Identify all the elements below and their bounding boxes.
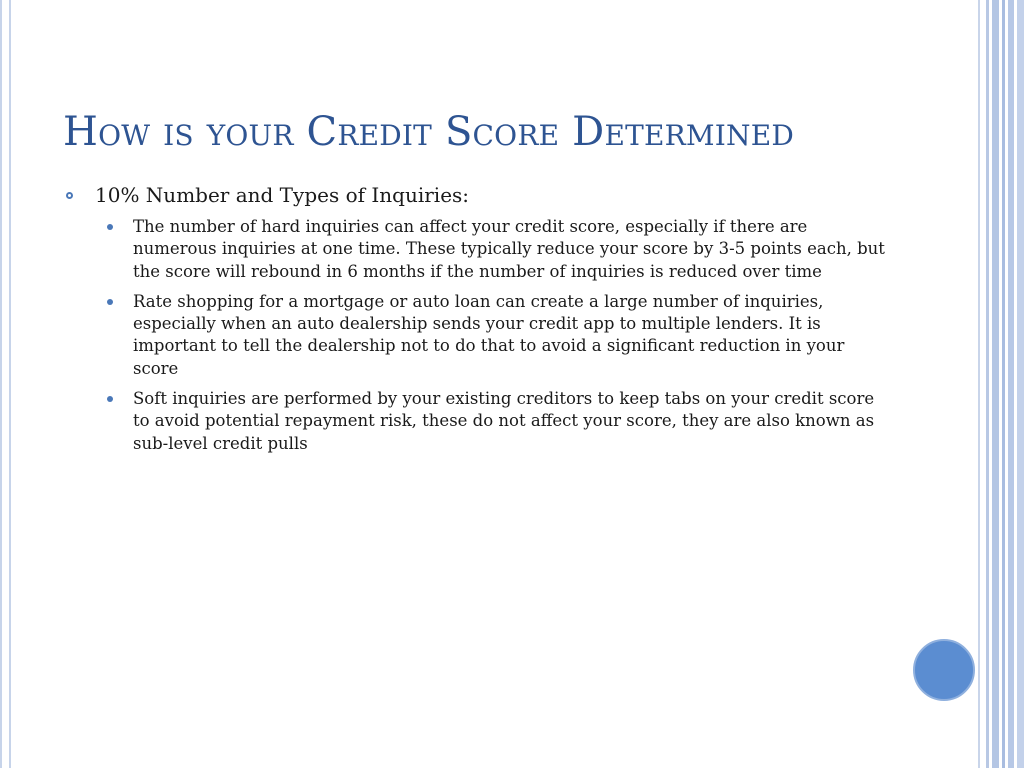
sub-bullet-text: Soft inquiries are performed by your existing creditors to keep tabs on your credit score to avoid potential repayment risk, these do not affect your score, they are also known as sub-level credit pulls: [133, 389, 875, 453]
sub-bullet-item: [66, 216, 893, 283]
sub-bullet-list: [66, 216, 886, 455]
right-border-stripes: [978, 0, 1024, 768]
left-border-line-inner: [9, 0, 11, 768]
dot-bullet-icon: [107, 224, 113, 230]
stripe: [1002, 0, 1005, 768]
sub-bullet-text: Rate shopping for a mortgage or auto loan can create a large number of inquiries, especially when an auto dealership sends your credit app to multiple lenders. It is important to tell the dealership not to do that to avoid a significant reduction in your score: [133, 291, 845, 378]
bullet-text: 10% Number and Types of Inquiries:: [95, 183, 470, 207]
bullet-level-1: [66, 180, 886, 210]
stripe: [978, 0, 980, 768]
ring-bullet-icon: [66, 192, 73, 199]
decorative-circle: [913, 639, 975, 701]
sub-bullet-item: [66, 291, 893, 380]
sub-bullet-item: [66, 388, 893, 455]
stripe: [1008, 0, 1014, 768]
slide-title: How is your Credit Score Determined: [63, 109, 794, 155]
left-border-line: [0, 0, 2, 768]
stripe: [986, 0, 989, 768]
sub-bullet-text: The number of hard inquiries can affect your credit score, especially if there are numerous inquiries at one time. These typically reduce your score by 3-5 points each, but the score will rebound in 6 months if the number of inquiries is reduced over time: [133, 217, 885, 281]
slide-content: [66, 180, 886, 463]
dot-bullet-icon: [107, 396, 113, 402]
stripe: [992, 0, 999, 768]
dot-bullet-icon: [107, 299, 113, 305]
stripe: [1017, 0, 1024, 768]
